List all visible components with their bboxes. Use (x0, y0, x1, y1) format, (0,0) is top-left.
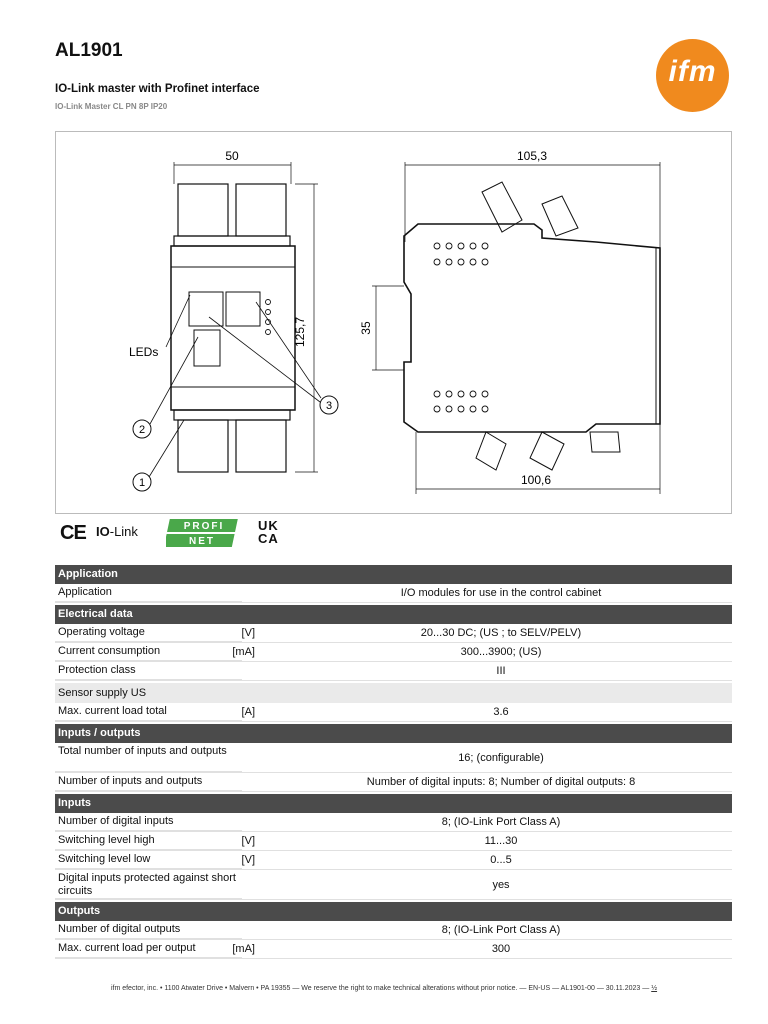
iolink-mark (96, 524, 138, 539)
dimension-drawing-svg (56, 132, 733, 515)
spec-unit (242, 584, 256, 602)
spec-unit: [mA] (232, 943, 255, 955)
spec-row (55, 624, 732, 643)
spec-value: 20...30 DC; (US ; to SELV/PELV) (420, 627, 582, 639)
spec-label: Number of inputs and outputs (55, 773, 242, 791)
spec-row (55, 832, 732, 851)
callout-3: 3 (325, 400, 333, 412)
spec-row (55, 851, 732, 870)
spec-label: Digital inputs protected against short circuits (55, 870, 242, 899)
spec-label: Protection class (55, 662, 242, 680)
spec-row (55, 921, 732, 940)
spec-unit (242, 662, 256, 680)
spec-label: Number of digital outputs (55, 921, 242, 939)
spec-label: Total number of inputs and outputs (55, 743, 242, 772)
spec-label: Current consumption (55, 643, 242, 661)
spec-unit (242, 773, 256, 791)
spec-unit (242, 743, 256, 772)
spec-label: Max. current load per output (55, 940, 242, 958)
spec-row (55, 813, 732, 832)
dim-side-left: 35 (359, 321, 373, 335)
spec-value: III (496, 665, 506, 677)
section-header-outputs: Outputs (55, 902, 732, 921)
spec-unit: [A] (241, 706, 255, 718)
section-header-inputs-outputs: Inputs / outputs (55, 724, 732, 743)
ukca-bottom: CA (258, 531, 279, 546)
page-footer (0, 985, 768, 992)
profinet-logo (166, 518, 242, 548)
dimension-drawing (55, 131, 732, 514)
spec-unit: [V] (241, 854, 255, 866)
spec-label: Switching level low (55, 851, 242, 869)
dim-side-top: 105,3 (516, 149, 548, 163)
spec-label: Max. current load total (55, 703, 242, 721)
spec-unit: [V] (241, 627, 255, 639)
spec-label: Application (55, 584, 242, 602)
footer-text: ifm efector, inc. • 1100 Atwater Drive • Malvern • PA 19355 — We reserve the right to make technical alterations without prior notice. — EN-US — AL1901-00 — 30.11.2023 — (110, 985, 650, 992)
spec-row (55, 940, 732, 959)
callout-1: 1 (138, 477, 146, 489)
page-mark: ½ (651, 985, 658, 992)
dim-front-height: 125,7 (293, 316, 307, 348)
spec-value: 8; (IO-Link Port Class A) (441, 816, 561, 828)
spec-value: 3.6 (493, 706, 509, 718)
ukca-top: UK (258, 518, 279, 533)
spec-unit (242, 870, 256, 899)
section-header-application: Application (55, 565, 732, 584)
spec-row (55, 584, 732, 603)
spec-label: Number of digital inputs (55, 813, 242, 831)
spec-value: 0...5 (490, 854, 512, 866)
spec-value: 16; (configurable) (458, 751, 544, 764)
dim-side-bottom: 100,6 (520, 473, 552, 487)
ce-mark: CE (60, 522, 86, 544)
section-header-electrical: Electrical data (55, 605, 732, 624)
product-short-name: IO-Link Master CL PN 8P IP20 (55, 102, 168, 111)
spec-row (55, 662, 732, 681)
spec-value: yes (492, 878, 510, 891)
spec-value: 300...3900; (US) (460, 646, 542, 658)
spec-row (55, 643, 732, 662)
product-description: IO-Link master with Profinet interface (55, 83, 260, 95)
spec-row (55, 773, 732, 792)
dim-front-width: 50 (225, 149, 239, 163)
spec-value: I/O modules for use in the control cabinet (400, 587, 602, 599)
specification-table (55, 565, 732, 959)
spec-label: Switching level high (55, 832, 242, 850)
spec-unit: [mA] (232, 646, 255, 658)
product-code: AL1901 (55, 40, 123, 61)
leds-label: LEDs (129, 345, 159, 359)
profinet-top: PROFI (183, 521, 225, 532)
profinet-bottom: NET (189, 536, 215, 547)
spec-value: 11...30 (484, 835, 518, 847)
certification-marks (60, 516, 300, 550)
spec-unit (242, 921, 256, 939)
spec-value: Number of digital inputs: 8; Number of digital outputs: 8 (366, 776, 636, 788)
ifm-logo (656, 39, 729, 112)
logo-text: ifm (668, 55, 717, 88)
spec-label: Operating voltage (55, 624, 242, 642)
section-header-inputs: Inputs (55, 794, 732, 813)
spec-row (55, 703, 732, 722)
spec-value: 300 (491, 943, 511, 955)
subgroup-header-sensor-supply: Sensor supply US (55, 683, 732, 703)
spec-row (55, 743, 732, 773)
iolink-suffix: -Link (109, 524, 138, 539)
spec-unit: [V] (241, 835, 255, 847)
iolink-prefix: IO (96, 524, 110, 539)
spec-row (55, 870, 732, 900)
callout-2: 2 (138, 424, 146, 436)
ukca-mark (258, 519, 279, 545)
spec-unit (242, 813, 256, 831)
spec-value: 8; (IO-Link Port Class A) (441, 924, 561, 936)
